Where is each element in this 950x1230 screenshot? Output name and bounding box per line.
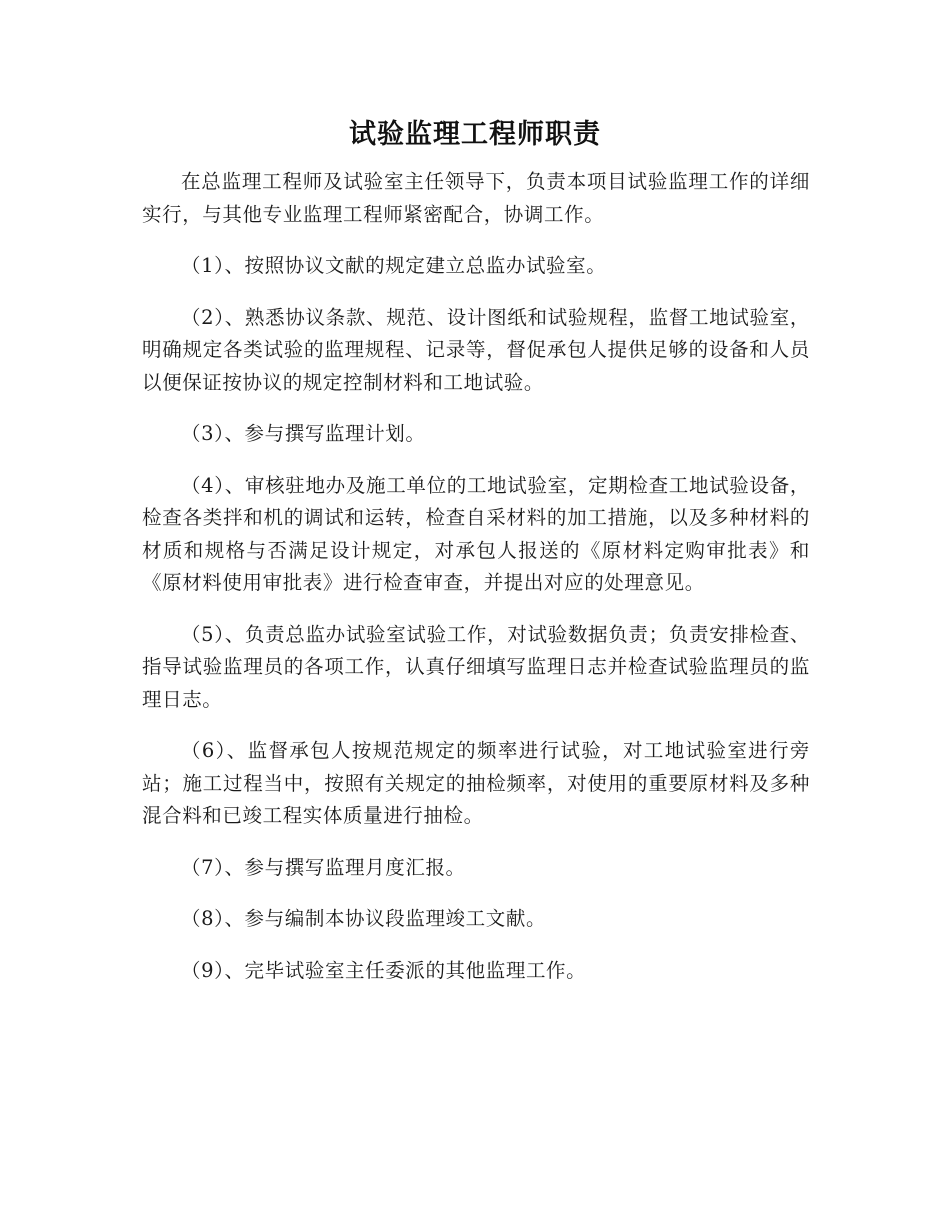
duty-item-2: （2）、熟悉协议条款、规范、设计图纸和试验规程，监督工地试验室，明确规定各类试验的监理规程、记录等，督促承包人提供足够的设备和人员以便保证按协议的规定控制材料和工地试验。 — [142, 305, 810, 394]
duty-item-6: （6）、监督承包人按规范规定的频率进行试验，对工地试验室进行旁站；施工过程当中，按照有关规定的抽检频率，对使用的重要原材料及多种混合料和已竣工程实体质量进行抽检。 — [142, 739, 810, 827]
duty-item-7: （7）、参与撰写监理月度汇报。 — [181, 855, 466, 879]
document-title: 试验监理工程师职责 — [349, 119, 601, 150]
duty-item-1: （1）、按照协议文献的规定建立总监办试验室。 — [181, 254, 607, 277]
duty-item-3: （3）、参与撰写监理计划。 — [181, 422, 426, 445]
document-body — [142, 166, 810, 987]
intro-paragraph: 在总监理工程师及试验室主任领导下，负责本项目试验监理工作的详细实行，与其他专业监理工程师紧密配合，协调工作。 — [142, 170, 810, 226]
duty-item-5: （5）、负责总监办试验室试验工作，对试验数据负责；负责安排检查、指导试验监理员的各项工作，认真仔细填写监理日志并检查试验监理员的监理日志。 — [142, 622, 810, 711]
duty-item-8: （8）、参与编制本协议段监理竣工文献。 — [181, 907, 547, 930]
duty-item-4: （4）、审核驻地办及施工单位的工地试验室，定期检查工地试验设备，检查各类拌和机的调试和运转，检查自采材料的加工措施，以及多种材料的材质和规格与否满足设计规定，对承包人报送的《原材料定购审批表》和《原材料使用审批表》进行检查审查，并提出对应的处理意见。 — [142, 473, 810, 594]
duty-item-9: （9）、完毕试验室主任委派的其他监理工作。 — [181, 958, 587, 982]
